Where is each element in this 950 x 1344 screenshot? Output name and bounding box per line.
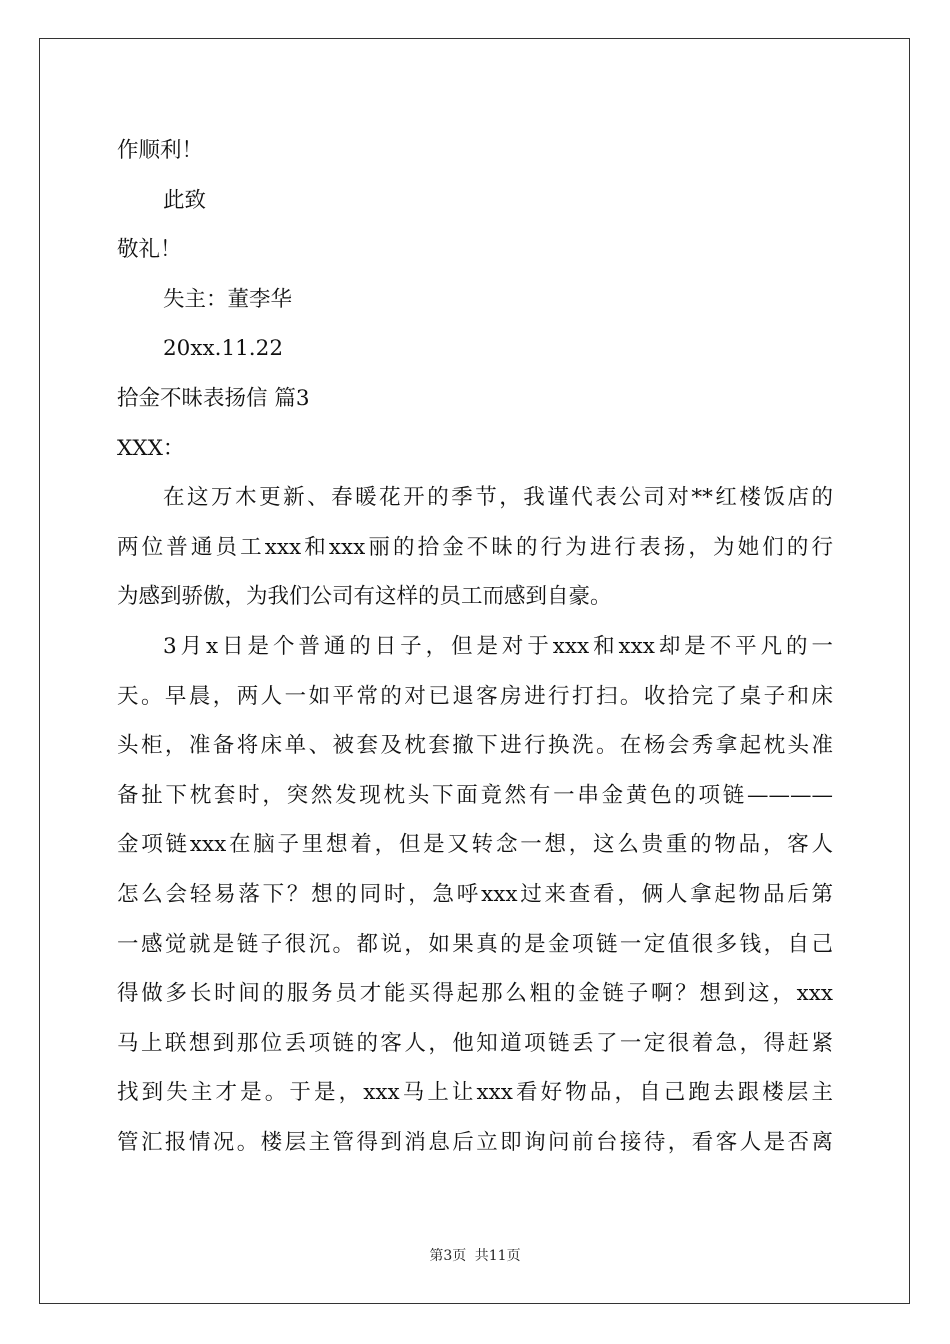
date-line: 20xx.11.22 bbox=[163, 336, 283, 362]
paragraph-line: 两位普通员工xxx和xxx丽的拾金不昧的行为进行表扬，为她们的行 bbox=[117, 534, 833, 560]
page-total: 共11页 bbox=[474, 1248, 521, 1264]
paragraph-line: 马上联想到那位丢项链的客人，他知道项链丢了一定很着急，得赶紧 bbox=[117, 1030, 833, 1056]
paragraph-line: 管汇报情况。楼层主管得到消息后立即询问前台接待，看客人是否离 bbox=[117, 1129, 833, 1155]
paragraph-line: 备扯下枕套时，突然发现枕头下面竟然有一串金黄色的项链———— bbox=[117, 782, 833, 808]
recipient-line: XXX： bbox=[117, 435, 185, 461]
paragraph-line: 找到失主才是。于是，xxx马上让xxx看好物品，自己跑去跟楼层主 bbox=[117, 1080, 833, 1106]
page-footer bbox=[0, 1245, 950, 1265]
signature-line: 失主：董李华 bbox=[163, 286, 293, 312]
paragraph-line: 头柜，准备将床单、被套及枕套撤下进行换洗。在杨会秀拿起枕头准 bbox=[117, 733, 833, 759]
paragraph-line: 在这万木更新、春暖花开的季节，我谨代表公司对**红楼饭店的 bbox=[163, 485, 833, 511]
paragraph-line: 为感到骄傲，为我们公司有这样的员工而感到自豪。 bbox=[117, 584, 612, 610]
paragraph-line: 得做多长时间的服务员才能买得起那么粗的金链子啊？想到这，xxx bbox=[117, 981, 833, 1007]
paragraph-line: 金项链xxx在脑子里想着，但是又转念一想，这么贵重的物品，客人 bbox=[117, 832, 833, 858]
page-number: 第3页 bbox=[429, 1248, 467, 1264]
paragraph-line: 3月x日是个普通的日子，但是对于xxx和xxx却是不平凡的一 bbox=[163, 633, 833, 659]
paragraph-line: 天。早晨，两人一如平常的对已退客房进行打扫。收拾完了桌子和床 bbox=[117, 683, 833, 709]
section-heading: 拾金不昧表扬信 篇3 bbox=[117, 385, 310, 411]
paragraph-line: 怎么会轻易落下？想的同时，急呼xxx过来查看，俩人拿起物品后第 bbox=[117, 881, 833, 907]
salutation-line: 敬礼！ bbox=[117, 237, 182, 263]
salutation-line: 此致 bbox=[163, 187, 207, 213]
paragraph-line: 一感觉就是链子很沉。都说，如果真的是金项链一定值很多钱，自己 bbox=[117, 931, 833, 957]
text-line: 作顺利！ bbox=[117, 138, 204, 163]
document-body bbox=[117, 126, 833, 1167]
